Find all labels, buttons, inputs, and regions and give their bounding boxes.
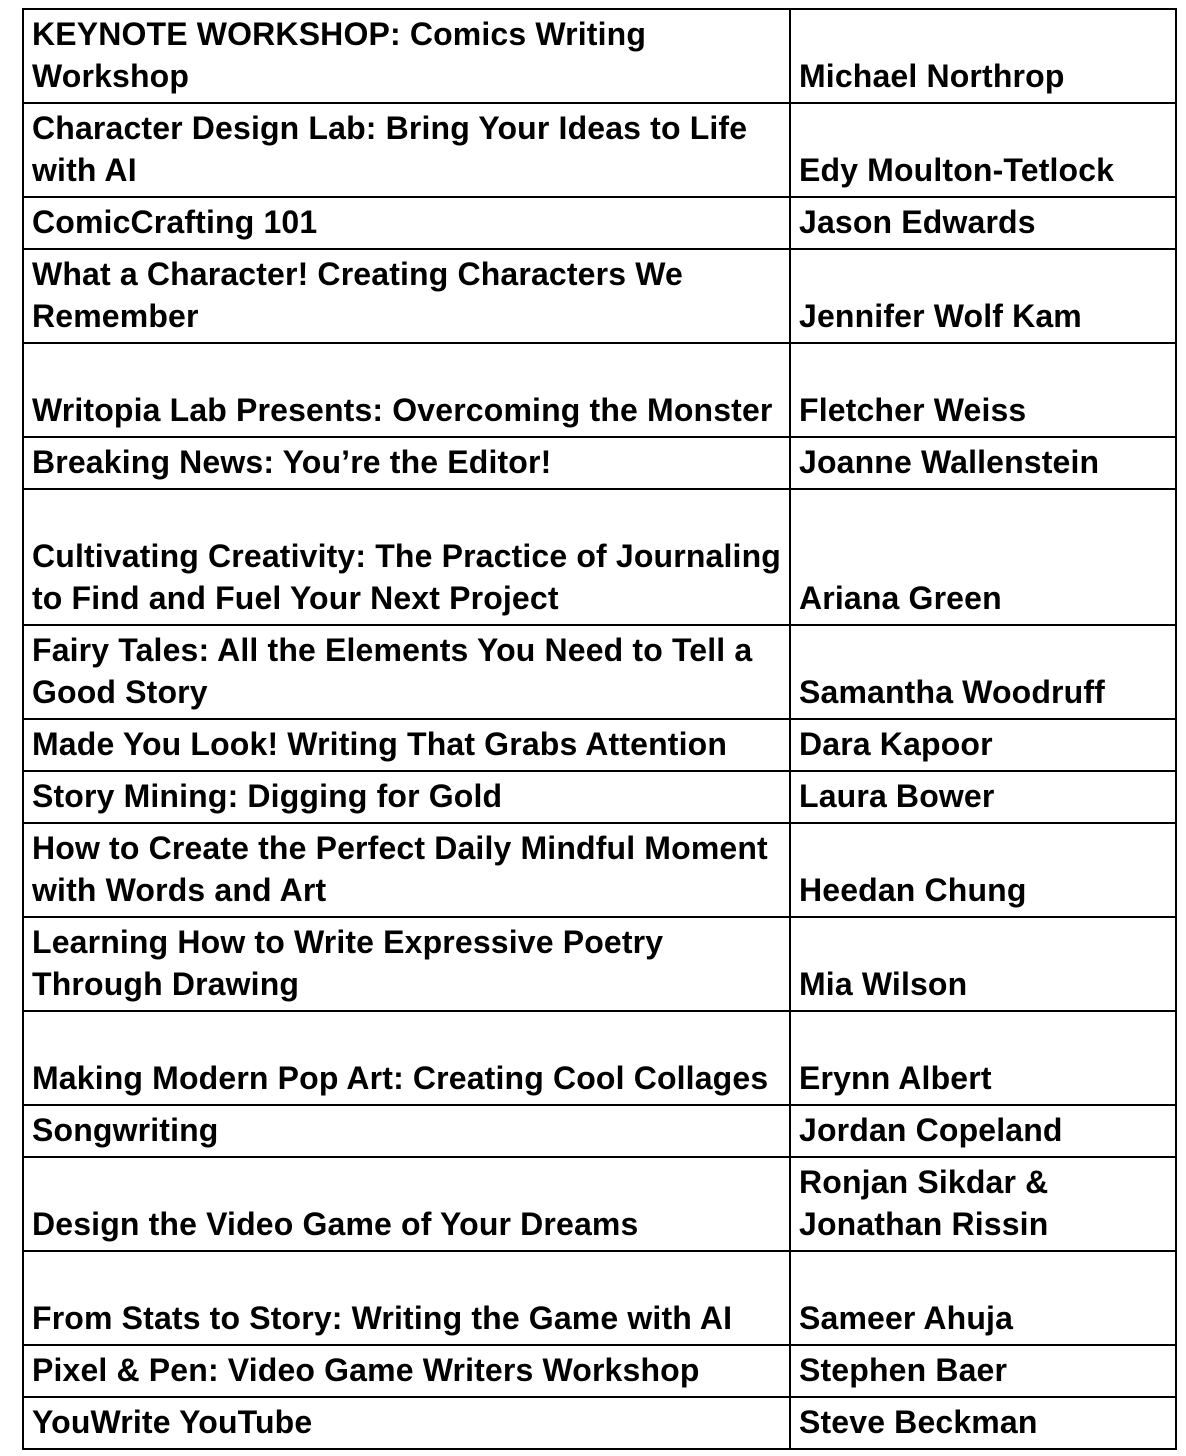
session-title-cell	[23, 437, 790, 489]
presenter-cell	[790, 917, 1176, 1011]
table-row	[23, 103, 1176, 197]
session-title-cell	[23, 1105, 790, 1157]
session-title: Cultivating Creativity: The Practice of Journaling to Find and Fuel Your Next Project	[32, 538, 781, 616]
session-title-cell	[23, 1345, 790, 1397]
presenter-name: Michael Northrop	[799, 58, 1065, 94]
table-row	[23, 1105, 1176, 1157]
presenter-cell	[790, 1345, 1176, 1397]
presenter-name: Steve Beckman	[799, 1404, 1038, 1440]
session-title-cell	[23, 771, 790, 823]
presenter-name: Fletcher Weiss	[799, 392, 1027, 428]
session-title-cell	[23, 917, 790, 1011]
table-row	[23, 771, 1176, 823]
table-row	[23, 437, 1176, 489]
session-title: KEYNOTE WORKSHOP: Comics Writing Workshop	[32, 16, 647, 94]
session-title-cell	[23, 249, 790, 343]
session-title: Fairy Tales: All the Elements You Need to Tell a Good Story	[32, 632, 753, 710]
table-row	[23, 625, 1176, 719]
presenter-name: Jennifer Wolf Kam	[799, 298, 1082, 334]
presenter-cell	[790, 1251, 1176, 1345]
session-title-cell	[23, 343, 790, 437]
presenter-name: Stephen Baer	[799, 1352, 1008, 1388]
presenter-name: Jordan Copeland	[799, 1112, 1063, 1148]
presenter-cell	[790, 489, 1176, 625]
presenter-name: Ronjan Sikdar & Jonathan Rissin	[799, 1164, 1049, 1242]
presenter-name: Mia Wilson	[799, 966, 968, 1002]
table-row	[23, 197, 1176, 249]
table-row	[23, 917, 1176, 1011]
session-title-cell	[23, 719, 790, 771]
session-title: ComicCrafting 101	[32, 204, 318, 240]
session-title: Writopia Lab Presents: Overcoming the Monster	[32, 392, 773, 428]
presenter-cell	[790, 249, 1176, 343]
presenter-cell	[790, 719, 1176, 771]
session-title: How to Create the Perfect Daily Mindful Moment with Words and Art	[32, 830, 768, 908]
table-row	[23, 9, 1176, 103]
session-title-cell	[23, 103, 790, 197]
presenter-cell	[790, 1011, 1176, 1105]
table-row	[23, 489, 1176, 625]
table-row	[23, 823, 1176, 917]
session-title-cell	[23, 9, 790, 103]
session-title-cell	[23, 1157, 790, 1251]
session-title: Story Mining: Digging for Gold	[32, 778, 503, 814]
presenter-name: Laura Bower	[799, 778, 995, 814]
session-title: Learning How to Write Expressive Poetry Through Drawing	[32, 924, 664, 1002]
presenter-name: Samantha Woodruff	[799, 674, 1105, 710]
presenter-name: Jason Edwards	[799, 204, 1036, 240]
session-title-cell	[23, 1397, 790, 1449]
table-row	[23, 1397, 1176, 1449]
presenter-cell	[790, 437, 1176, 489]
table-row	[23, 1345, 1176, 1397]
table-row	[23, 719, 1176, 771]
presenter-cell	[790, 625, 1176, 719]
presenter-name: Dara Kapoor	[799, 726, 993, 762]
presenter-cell	[790, 9, 1176, 103]
session-title: YouWrite YouTube	[32, 1404, 313, 1440]
table-row	[23, 1157, 1176, 1251]
session-title-cell	[23, 1011, 790, 1105]
table-row	[23, 249, 1176, 343]
presenter-name: Ariana Green	[799, 580, 1002, 616]
presenter-name: Edy Moulton-Tetlock	[799, 152, 1115, 188]
presenter-cell	[790, 771, 1176, 823]
presenter-cell	[790, 1105, 1176, 1157]
presenter-cell	[790, 343, 1176, 437]
sessions-table	[22, 8, 1177, 1450]
presenter-cell	[790, 197, 1176, 249]
presenter-name: Joanne Wallenstein	[799, 444, 1100, 480]
table-row	[23, 1011, 1176, 1105]
session-title-cell	[23, 625, 790, 719]
presenter-cell	[790, 1157, 1176, 1251]
session-title: Breaking News: You’re the Editor!	[32, 444, 552, 480]
session-title-cell	[23, 489, 790, 625]
session-title: Pixel & Pen: Video Game Writers Workshop	[32, 1352, 700, 1388]
presenter-name: Erynn Albert	[799, 1060, 992, 1096]
session-title: Design the Video Game of Your Dreams	[32, 1206, 639, 1242]
session-title: Making Modern Pop Art: Creating Cool Collages	[32, 1060, 769, 1096]
session-title: What a Character! Creating Characters We Remember	[32, 256, 683, 334]
presenter-name: Sameer Ahuja	[799, 1300, 1014, 1336]
table-row	[23, 343, 1176, 437]
table-row	[23, 1251, 1176, 1345]
session-title: Made You Look! Writing That Grabs Attention	[32, 726, 728, 762]
session-title: Character Design Lab: Bring Your Ideas to Life with AI	[32, 110, 748, 188]
presenter-name: Heedan Chung	[799, 872, 1027, 908]
session-title: From Stats to Story: Writing the Game with AI	[32, 1300, 733, 1336]
session-title: Songwriting	[32, 1112, 219, 1148]
session-title-cell	[23, 823, 790, 917]
presenter-cell	[790, 823, 1176, 917]
presenter-cell	[790, 1397, 1176, 1449]
session-title-cell	[23, 197, 790, 249]
presenter-cell	[790, 103, 1176, 197]
session-title-cell	[23, 1251, 790, 1345]
